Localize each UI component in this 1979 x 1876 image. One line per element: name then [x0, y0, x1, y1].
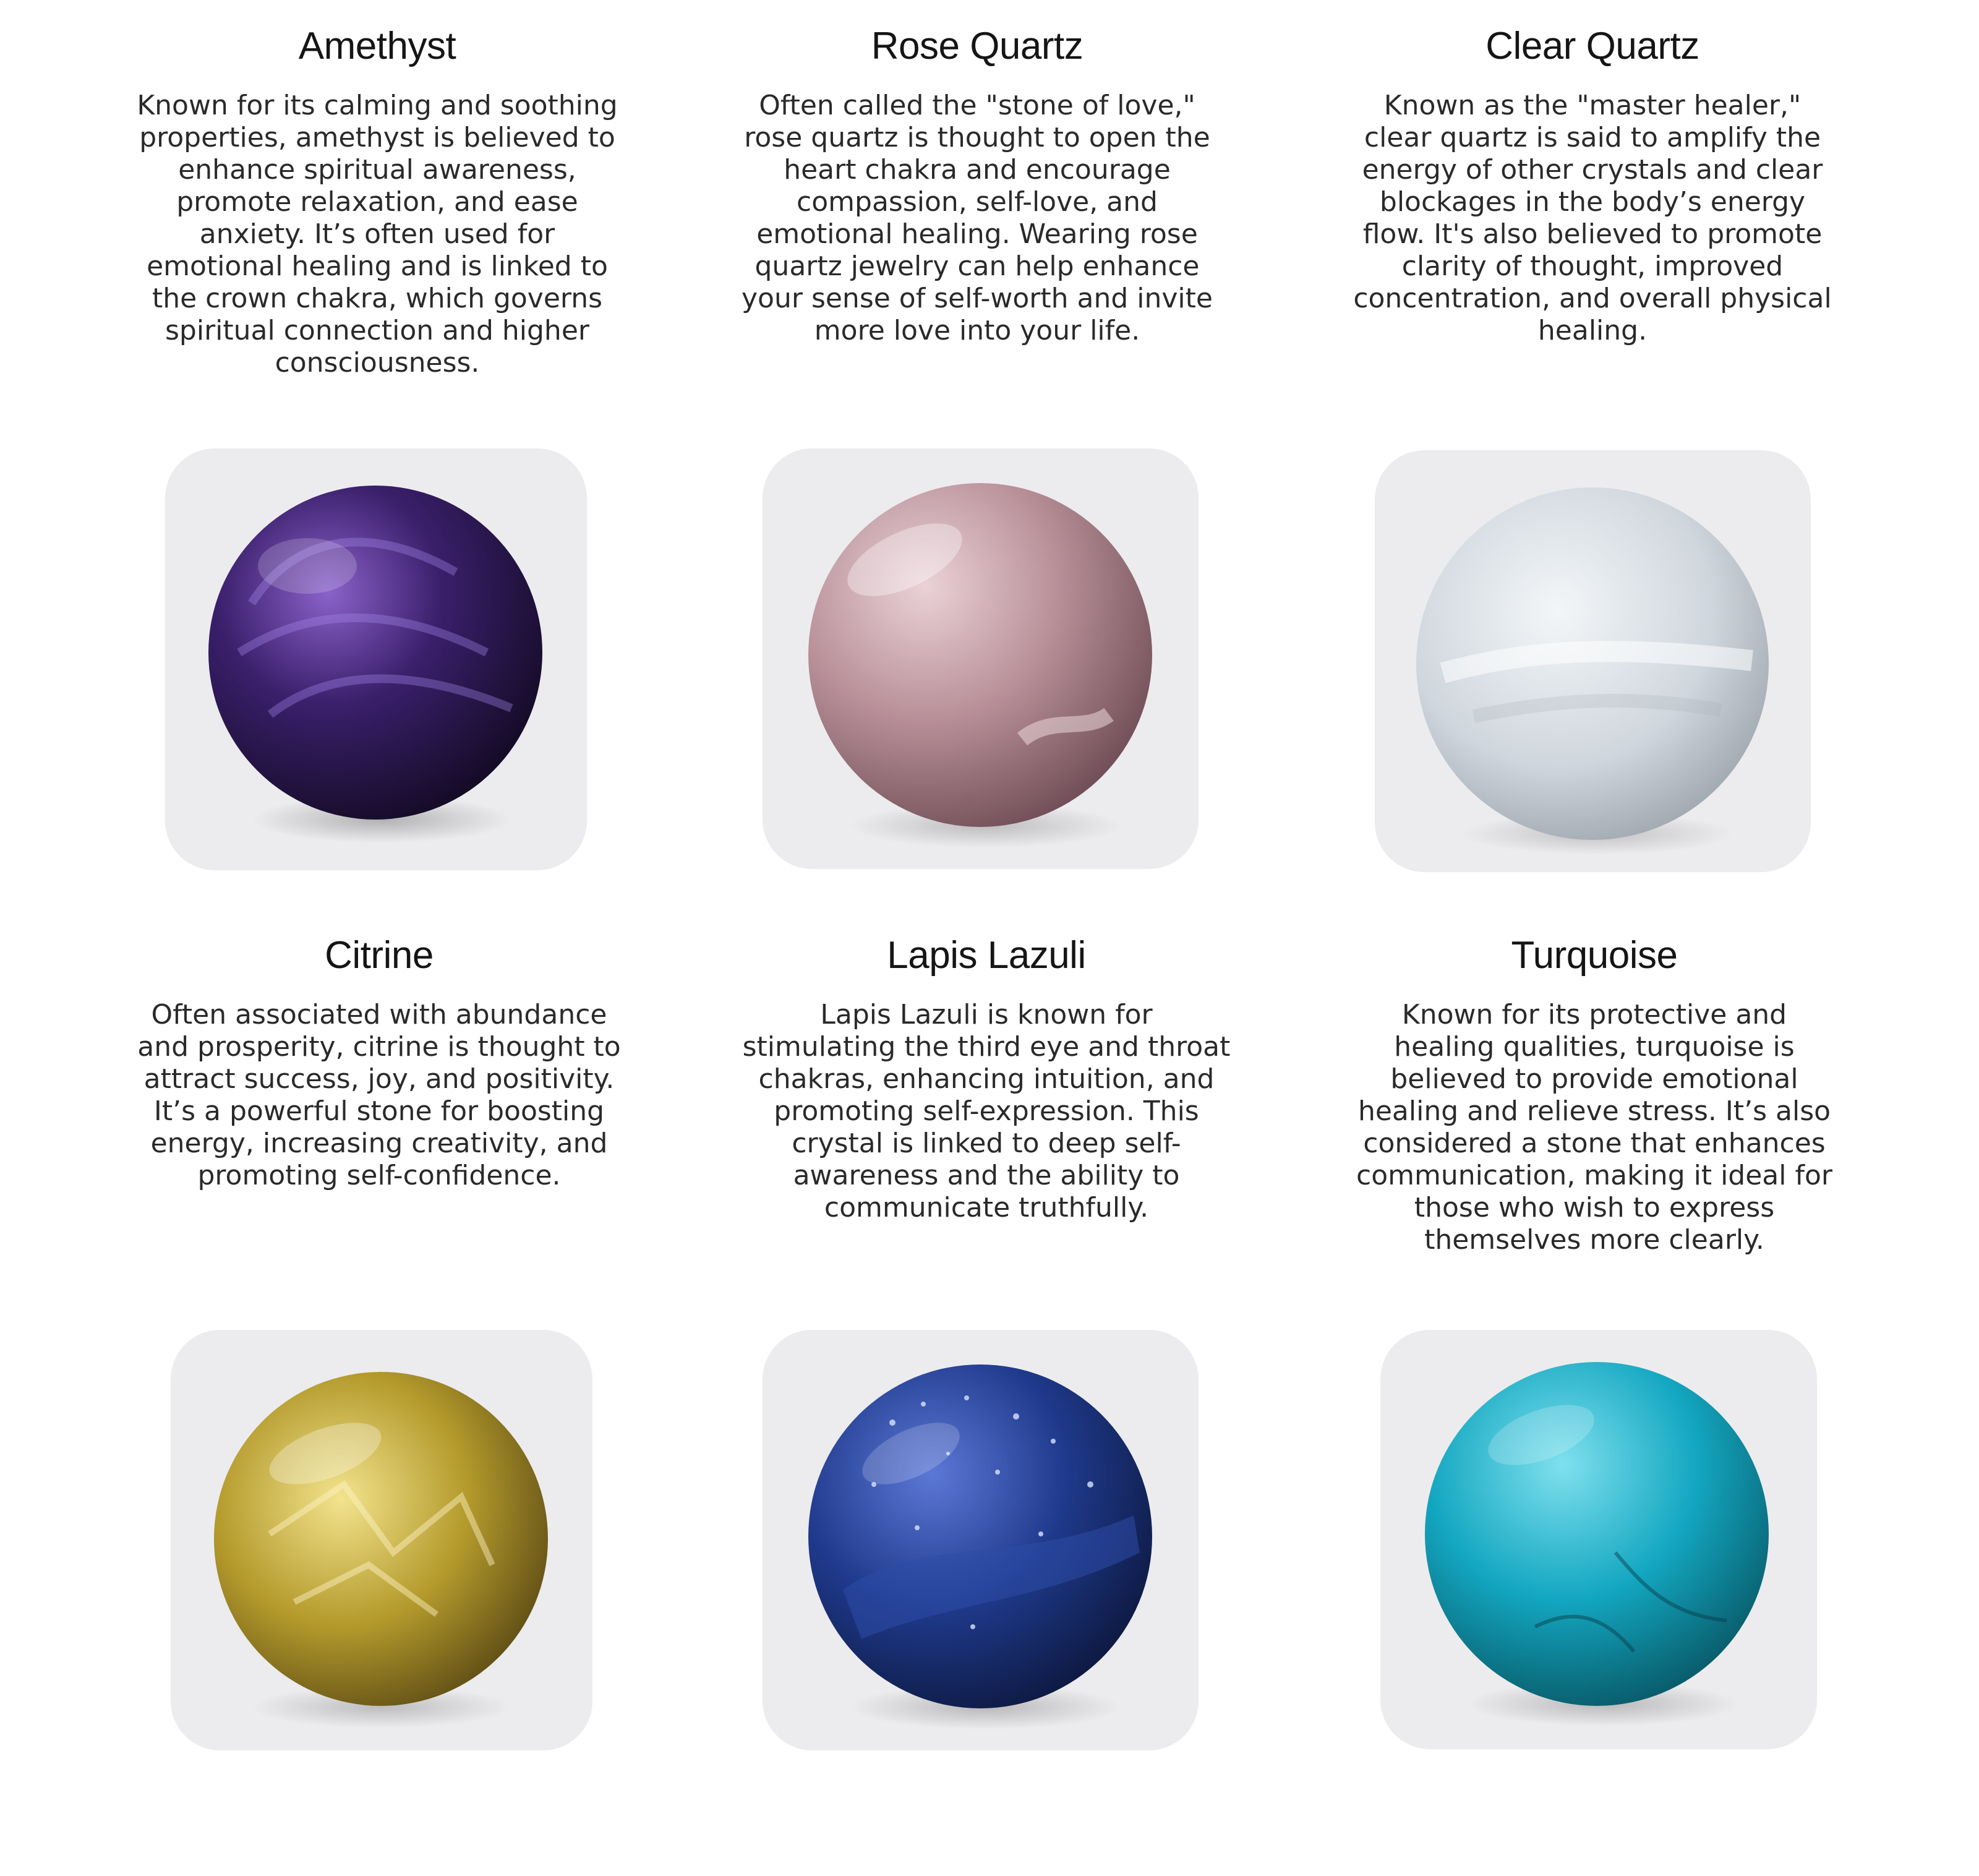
amethyst-sphere-icon: [165, 448, 587, 870]
stone-card-clear-quartz: [1296, 22, 1889, 347]
stone-image-lapis-lazuli: [763, 1330, 1199, 1750]
stone-description: Often called the "stone of love," rose quartz is thought to open the heart chakra and encourage compassion, self-love, and emotional healing. Wearing rose quartz jewelry can help enhance your sense of self-worth and invite more love into your life.: [742, 90, 1213, 346]
lapis-lazuli-sphere-icon: [763, 1330, 1199, 1750]
stone-card-rose-quartz: [680, 22, 1274, 347]
stone-card-turquoise: [1297, 931, 1891, 1256]
stone-card-lapis-lazuli: [690, 931, 1283, 1224]
stone-title: Clear Quartz: [1485, 25, 1699, 67]
stone-title: Turquoise: [1511, 934, 1678, 977]
stone-card-citrine: [82, 931, 676, 1192]
stone-image-clear-quartz: [1375, 450, 1811, 872]
stone-title: Rose Quartz: [871, 25, 1084, 67]
stone-title: Citrine: [325, 934, 434, 977]
clear-quartz-sphere-icon: [1375, 450, 1811, 872]
stone-description: Known for its calming and soothing properties, amethyst is believed to enhance spiritual awareness, promote relaxation, and ease anxiety. It’s often used for emotional healing and is linked to the crown chakra, which governs spiritual connection and higher consciousness.: [137, 90, 618, 379]
stone-description: Lapis Lazuli is known for stimulating the third eye and throat chakras, enhancing intuition, and promoting self-expression. This crystal is linked to deep self-awareness and the ability to communicate truthfully.: [742, 999, 1231, 1223]
stone-description: Known as the "master healer," clear quartz is said to amplify the energy of other crystals and clear blockages in the body’s energy flow. It's also believed to promote clarity of thought, improved concentration, and overall physical healing.: [1353, 90, 1832, 346]
turquoise-sphere-icon: [1380, 1330, 1817, 1749]
rose-quartz-sphere-icon: [763, 448, 1199, 869]
stone-title: Amethyst: [298, 25, 456, 67]
stone-title: Lapis Lazuli: [887, 934, 1086, 977]
stone-card-amethyst: [80, 22, 674, 379]
stone-image-citrine: [171, 1330, 592, 1750]
stone-image-turquoise: [1380, 1330, 1817, 1749]
stone-image-rose-quartz: [763, 448, 1199, 869]
citrine-sphere-icon: [171, 1330, 592, 1750]
stone-description: Known for its protective and healing qualities, turquoise is believed to provide emotional healing and relieve stress. It’s also considered a stone that enhances communication, making it ideal for those who wish to express themselves more clearly.: [1356, 999, 1832, 1256]
stone-description: Often associated with abundance and prosperity, citrine is thought to attract success, joy, and positivity. It’s a powerful stone for boosting energy, increasing creativity, and promoting self-confidence.: [137, 999, 621, 1191]
stone-image-amethyst: [165, 448, 587, 870]
